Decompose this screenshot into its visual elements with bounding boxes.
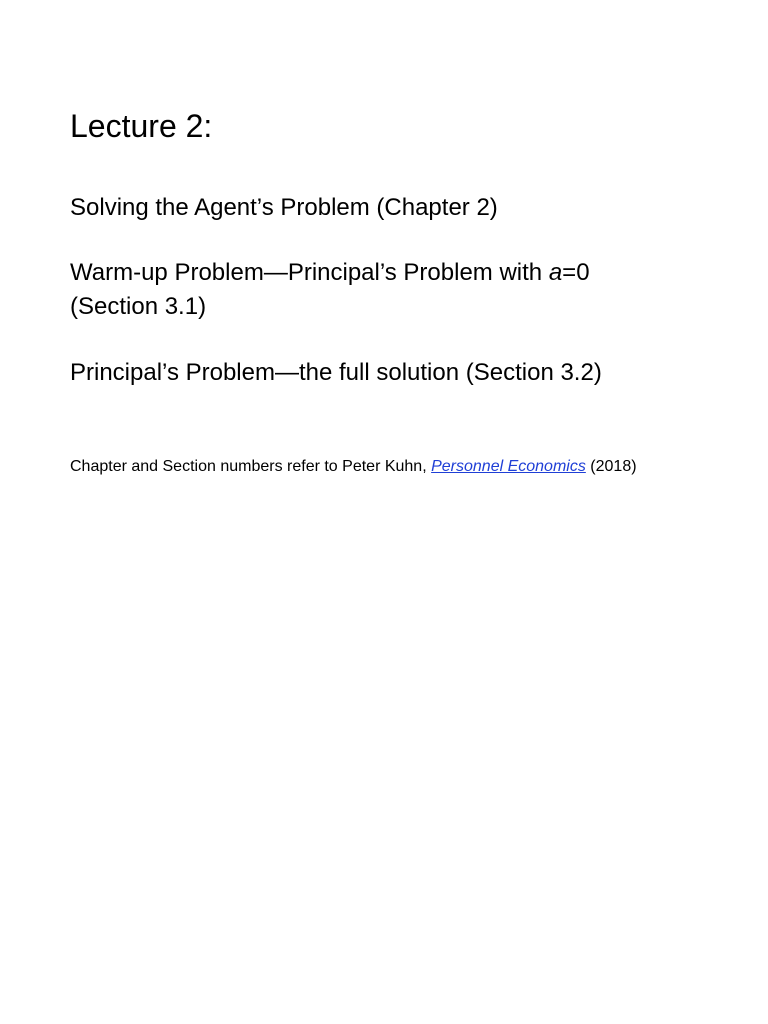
topic-principal-full-solution: Principal’s Problem—the full solution (Section 3.2): [70, 359, 602, 386]
warm-up-line-1-equation: =0: [562, 259, 590, 286]
variable-a: a: [548, 259, 563, 286]
reference-prefix: Chapter and Section numbers refer to Peter Kuhn,: [70, 458, 432, 475]
topic-agent-problem: Solving the Agent’s Problem (Chapter 2): [70, 194, 498, 221]
reference-year: (2018): [585, 458, 637, 475]
warm-up-line-2-section: (Section 3.1): [70, 293, 207, 320]
warm-up-line-1-text: Warm-up Problem—Principal’s Problem with: [70, 259, 549, 286]
topic-warm-up-problem: [70, 256, 590, 324]
book-link[interactable]: Personnel Economics: [431, 458, 586, 475]
reference-note: [70, 456, 637, 478]
lecture-title: Lecture 2:: [70, 108, 213, 144]
